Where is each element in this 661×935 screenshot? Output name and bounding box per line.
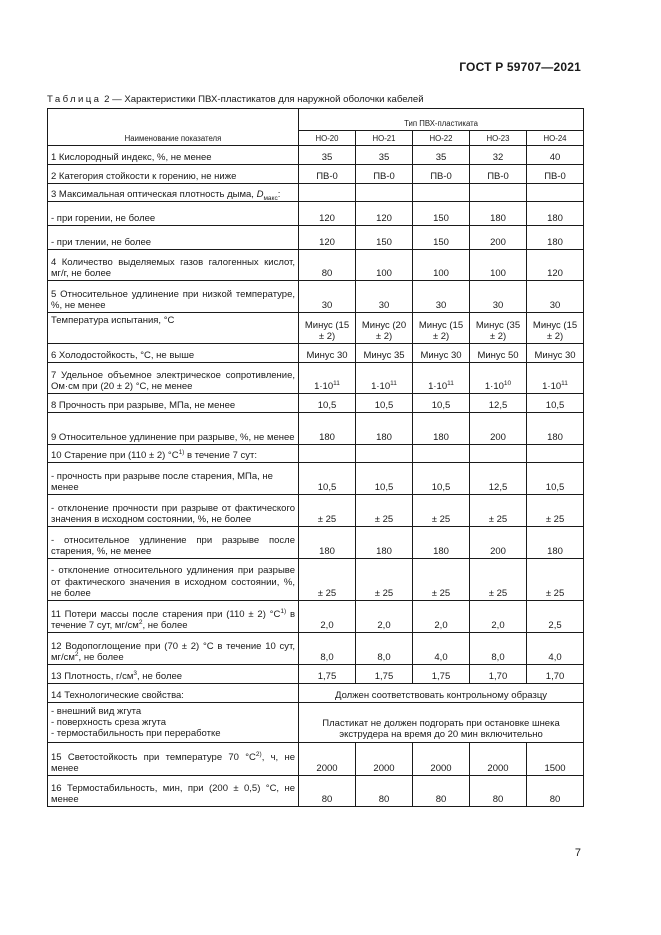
cell-value: 180	[527, 226, 584, 250]
cell-value: 120	[299, 202, 356, 226]
caption-number: 2	[101, 94, 110, 105]
table-row	[48, 281, 584, 313]
cell-value: 180	[470, 202, 527, 226]
row-label: - при горении, не более	[48, 202, 299, 226]
cell-empty	[413, 184, 470, 202]
cell-value: ± 25	[470, 495, 527, 527]
row-label: 6 Холодостойкость, °С, не выше	[48, 344, 299, 363]
cell-value: 100	[470, 250, 527, 281]
table-row	[48, 394, 584, 413]
cell-value: 2000	[413, 743, 470, 776]
cell-value: ± 25	[356, 495, 413, 527]
cell-value: 30	[470, 281, 527, 313]
cell-value: $1\cdot 10^{10}$	[470, 363, 527, 394]
cell-value: 10,5	[356, 394, 413, 413]
row-label: 11 Потери массы после старения при (110 ± 2) $^\circ С^{1)}$ в течение 7 сут, $мг/см^2$, не более	[48, 601, 299, 633]
cell-value: 8,0	[356, 633, 413, 665]
table-row	[48, 226, 584, 250]
cell-value: 2,0	[470, 601, 527, 633]
cell-value: ± 25	[470, 559, 527, 601]
cell-value: 2,0	[356, 601, 413, 633]
cell-value: 30	[299, 281, 356, 313]
cell-value: ПВ-0	[356, 165, 413, 184]
cell-value: 180	[299, 413, 356, 445]
page-number: 7	[574, 847, 581, 859]
cell-value: 10,5	[527, 463, 584, 495]
cell-value: 35	[356, 146, 413, 165]
cell-value: 10,5	[413, 463, 470, 495]
cell-value: 150	[356, 226, 413, 250]
cell-empty	[413, 445, 470, 463]
row-label: 4 Количество выделяемых газов галогенных кислот, мг/г, не более	[48, 250, 299, 281]
cell-value: 2,0	[413, 601, 470, 633]
cell-empty	[470, 184, 527, 202]
cell-value: Минус (15 ± 2)	[527, 313, 584, 344]
row-label: 7 Удельное объемное электрическое сопротивление, Ом·см при (20 ± 2) °С, не менее	[48, 363, 299, 394]
row-label: - при тлении, не более	[48, 226, 299, 250]
table-row	[48, 601, 584, 633]
cell-value: $1\cdot 10^{11}$	[356, 363, 413, 394]
cell-empty	[527, 445, 584, 463]
cell-value: 80	[299, 776, 356, 807]
cell-value: 1,75	[413, 665, 470, 684]
cell-value: Минус 30	[299, 344, 356, 363]
cell-value: 2,0	[299, 601, 356, 633]
cell-value: ± 25	[413, 559, 470, 601]
cell-value: 10,5	[299, 394, 356, 413]
table-row	[48, 633, 584, 665]
table-row	[48, 776, 584, 807]
cell-value: 100	[356, 250, 413, 281]
row-label: 9 Относительное удлинение при разрыве, %, не менее	[48, 413, 299, 445]
table-row	[48, 743, 584, 776]
cell-value: 12,5	[470, 394, 527, 413]
cell-value: 35	[413, 146, 470, 165]
cell-value: 10,5	[299, 463, 356, 495]
table-row	[48, 495, 584, 527]
cell-value: Минус (35 ± 2)	[470, 313, 527, 344]
merged-cell: Должен соответствовать контрольному образцу	[299, 684, 584, 703]
cell-value: 150	[413, 226, 470, 250]
characteristics-table	[47, 108, 584, 807]
row-label: 16 Термостабильность, мин, при (200 ± 0,5) °С, не менее	[48, 776, 299, 807]
cell-empty	[356, 184, 413, 202]
cell-value: 100	[413, 250, 470, 281]
row-label: 15 Светостойкость при температуре 70 $^\circ С^{2)}$, ч, не менее	[48, 743, 299, 776]
cell-value: 2000	[470, 743, 527, 776]
cell-value: 180	[299, 527, 356, 559]
cell-value: Минус 35	[356, 344, 413, 363]
cell-value: 1,70	[527, 665, 584, 684]
row-label: - отклонение прочности при разрыве от фактического значения в исходном состоянии, %, не более	[48, 495, 299, 527]
cell-empty	[299, 184, 356, 202]
cell-value: 200	[470, 413, 527, 445]
row-label: 8 Прочность при разрыве, МПа, не менее	[48, 394, 299, 413]
cell-value: $1\cdot 10^{11}$	[527, 363, 584, 394]
table-row	[48, 684, 584, 703]
cell-value: 10,5	[413, 394, 470, 413]
row-label: 2 Категория стойкости к горению, не ниже	[48, 165, 299, 184]
row-label: - прочность при разрыве после старения, МПа, не менее	[48, 463, 299, 495]
cell-value: 40	[527, 146, 584, 165]
cell-value: 80	[413, 776, 470, 807]
table-row	[48, 250, 584, 281]
column-header: НО-20	[299, 131, 356, 146]
cell-value: 200	[470, 527, 527, 559]
cell-value: 180	[527, 413, 584, 445]
row-label: 10 Старение при (110 ± 2) $^\circ С^{1)}$ в течение 7 сут:	[48, 445, 299, 463]
cell-value: 12,5	[470, 463, 527, 495]
cell-empty	[470, 445, 527, 463]
cell-value: 180	[356, 527, 413, 559]
cell-value: 180	[356, 413, 413, 445]
header-row	[48, 109, 584, 131]
cell-value: $1\cdot 10^{11}$	[299, 363, 356, 394]
row-label: 5 Относительное удлинение при низкой температуре, %, не менее	[48, 281, 299, 313]
cell-value: 200	[470, 226, 527, 250]
cell-value: Минус (15 ± 2)	[299, 313, 356, 344]
cell-value: 180	[413, 527, 470, 559]
cell-value: 10,5	[356, 463, 413, 495]
cell-value: 2000	[299, 743, 356, 776]
cell-value: Минус (15 ± 2)	[413, 313, 470, 344]
table-row	[48, 665, 584, 684]
table-row	[48, 463, 584, 495]
cell-value: 1,75	[299, 665, 356, 684]
table-row	[48, 344, 584, 363]
cell-value: ± 25	[299, 495, 356, 527]
cell-empty	[299, 445, 356, 463]
cell-value: $1\cdot 10^{11}$	[413, 363, 470, 394]
name-column-header: Наименование показателя	[48, 109, 299, 146]
table-row	[48, 165, 584, 184]
cell-value: 80	[356, 776, 413, 807]
cell-value: 1,70	[470, 665, 527, 684]
row-label: 12 Водопоглощение при (70 ± 2) °С в течение 10 сут, $мг/см^2$, не более	[48, 633, 299, 665]
list-item: - поверхность среза жгута	[51, 716, 167, 728]
column-header: НО-24	[527, 131, 584, 146]
cell-value: 80	[299, 250, 356, 281]
cell-value: 35	[299, 146, 356, 165]
cell-value: 180	[527, 527, 584, 559]
cell-empty	[356, 445, 413, 463]
cell-value: 180	[527, 202, 584, 226]
cell-value: ПВ-0	[527, 165, 584, 184]
cell-value: Минус (20 ± 2)	[356, 313, 413, 344]
list-item: - термостабильность при переработке	[51, 728, 221, 740]
cell-value: 8,0	[470, 633, 527, 665]
table-row	[48, 146, 584, 165]
table-row	[48, 363, 584, 394]
type-group-header: Тип ПВХ-пластиката	[299, 109, 584, 131]
cell-value: ПВ-0	[413, 165, 470, 184]
caption-text: — Характеристики ПВХ-пластикатов для наружной оболочки кабелей	[109, 94, 424, 105]
cell-value: 80	[527, 776, 584, 807]
cell-value: ± 25	[527, 559, 584, 601]
cell-value: 30	[413, 281, 470, 313]
cell-value: 2000	[356, 743, 413, 776]
row-label: 13 Плотность, $г/см^3$, не более	[48, 665, 299, 684]
column-header: НО-22	[413, 131, 470, 146]
table-row	[48, 445, 584, 463]
merged-cell: Пластикат не должен подгорать при остановке шнека экструдера на время до 20 мин включительно	[299, 703, 584, 743]
cell-value: 1,75	[356, 665, 413, 684]
cell-value: 4,0	[527, 633, 584, 665]
cell-value: 80	[470, 776, 527, 807]
table-row	[48, 703, 584, 743]
column-header: НО-23	[470, 131, 527, 146]
cell-value: 4,0	[413, 633, 470, 665]
cell-value: Минус 30	[527, 344, 584, 363]
table-row	[48, 413, 584, 445]
cell-value: 120	[527, 250, 584, 281]
cell-value: 8,0	[299, 633, 356, 665]
cell-value: Минус 30	[413, 344, 470, 363]
cell-value: 150	[413, 202, 470, 226]
document-code: ГОСТ Р 59707—2021	[459, 60, 581, 74]
cell-empty	[527, 184, 584, 202]
table-row	[48, 527, 584, 559]
cell-value: ПВ-0	[299, 165, 356, 184]
caption-prefix: Таблица	[47, 94, 102, 105]
row-label: 3 Максимальная оптическая плотность дыма, $D_{макс}$:	[48, 184, 299, 202]
cell-value: 120	[299, 226, 356, 250]
row-label: - отклонение относительного удлинения при разрыве от фактического значения в исходном состоянии, %, не более	[48, 559, 299, 601]
cell-value: 30	[527, 281, 584, 313]
cell-value: ± 25	[299, 559, 356, 601]
cell-value: ПВ-0	[470, 165, 527, 184]
cell-value: 120	[356, 202, 413, 226]
cell-value: 2,5	[527, 601, 584, 633]
table-row	[48, 313, 584, 344]
cell-value: ± 25	[527, 495, 584, 527]
table-row	[48, 202, 584, 226]
row-label: Температура испытания, °С	[48, 313, 299, 344]
table-caption	[47, 94, 424, 105]
column-header: НО-21	[356, 131, 413, 146]
row-label: 14 Технологические свойства:	[48, 684, 299, 703]
cell-value: ± 25	[356, 559, 413, 601]
cell-value: Минус 50	[470, 344, 527, 363]
row-label	[48, 703, 299, 743]
row-label: - относительное удлинение при разрыве после старения, %, не менее	[48, 527, 299, 559]
cell-value: ± 25	[413, 495, 470, 527]
cell-value: 180	[413, 413, 470, 445]
table-row	[48, 559, 584, 601]
cell-value: 32	[470, 146, 527, 165]
row-label: 1 Кислородный индекс, %, не менее	[48, 146, 299, 165]
list-item: - внешний вид жгута	[51, 705, 142, 717]
cell-value: 30	[356, 281, 413, 313]
cell-value: 10,5	[527, 394, 584, 413]
cell-value: 1500	[527, 743, 584, 776]
table-row	[48, 184, 584, 202]
